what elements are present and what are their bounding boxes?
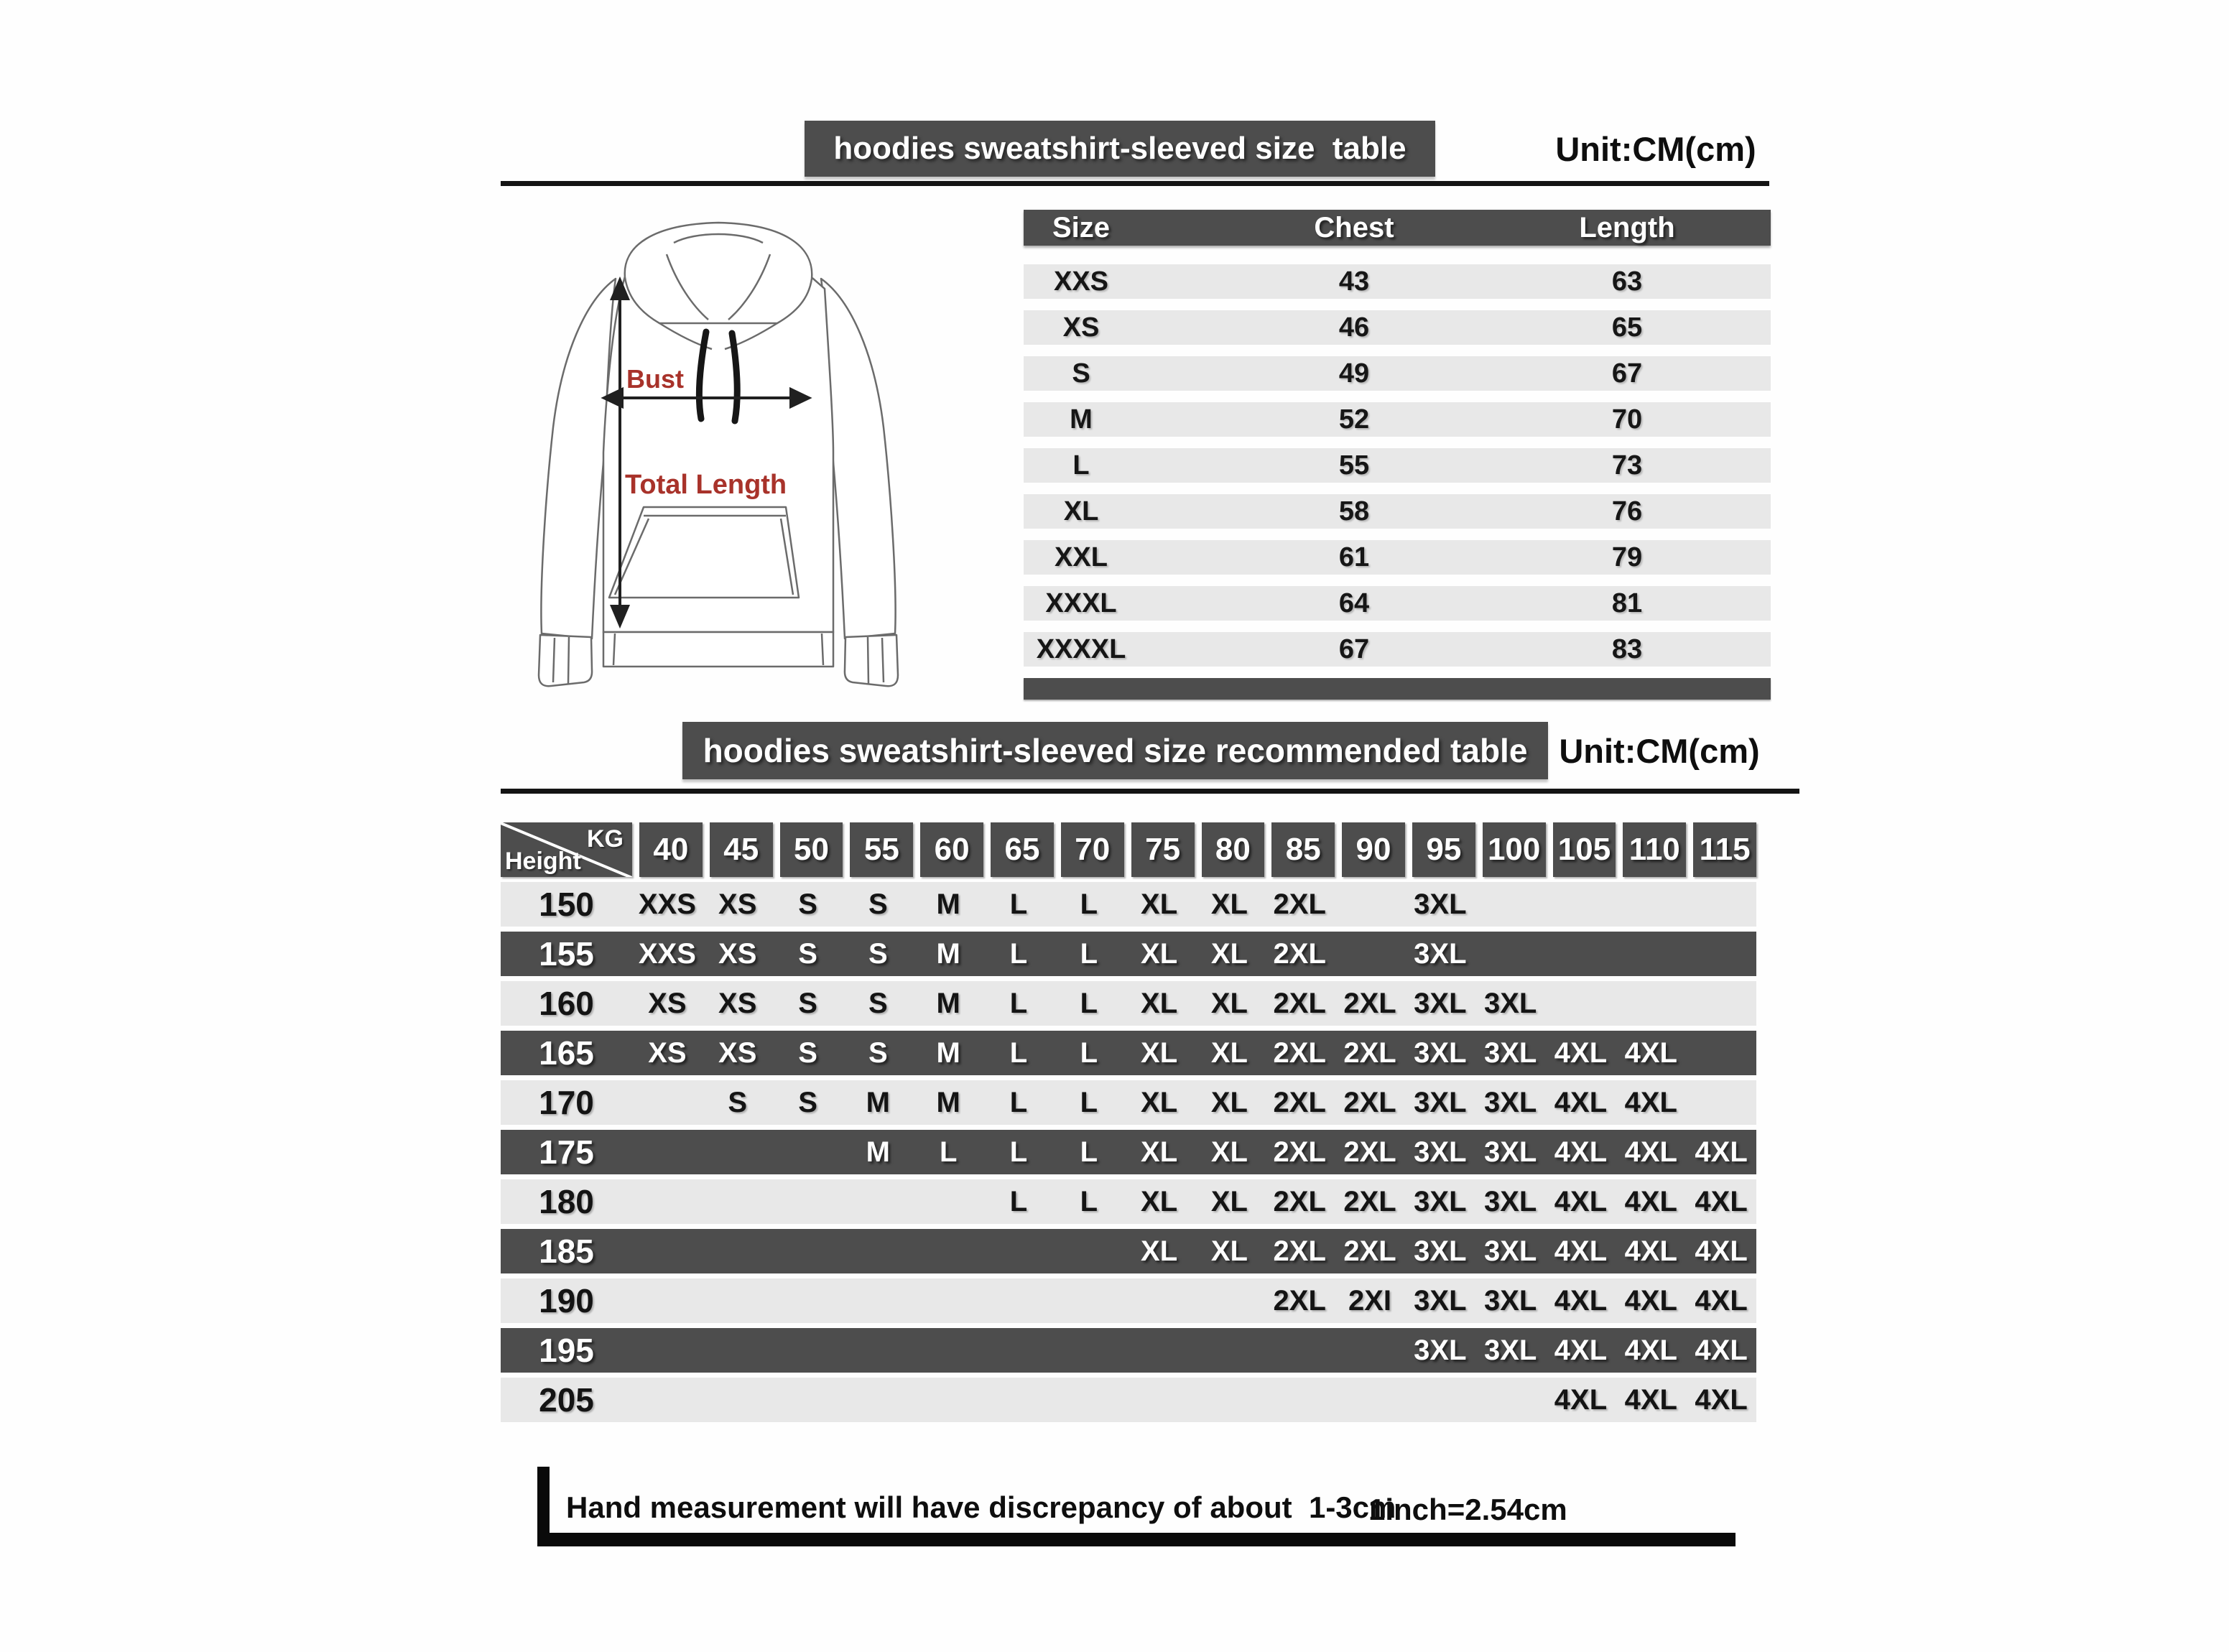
recommend-size-cell: 4XL — [1624, 1235, 1677, 1267]
size-table-cell: 46 — [1338, 312, 1370, 343]
recommend-table-header — [501, 822, 1756, 877]
recommend-table-row — [501, 1031, 1756, 1075]
size-table-cell: XL — [1063, 496, 1099, 526]
recommend-size-cell: XL — [1210, 1136, 1248, 1168]
size-table-cell: S — [1072, 358, 1090, 389]
recommend-table-row — [501, 1080, 1756, 1125]
size-table-row — [1024, 494, 1771, 529]
recommend-size-cell: 4XL — [1624, 1284, 1677, 1317]
size-table-cell: 83 — [1611, 634, 1643, 664]
size-table-cell: 70 — [1611, 404, 1643, 435]
recommend-size-cell: S — [798, 888, 817, 920]
recommend-size-cell: 3XL — [1483, 1185, 1537, 1217]
measurement-note: Hand measurement will have discrepancy of about 1-3cm — [566, 1490, 1396, 1524]
recommend-size-cell: XL — [1141, 937, 1178, 970]
size-table-cell: 73 — [1611, 450, 1643, 481]
recommend-size-cell: XL — [1210, 1235, 1248, 1267]
size-table-row — [1024, 264, 1771, 299]
recommend-size-cell: 3XL — [1414, 987, 1467, 1019]
recommend-size-cell: XS — [648, 987, 687, 1019]
size-table-cell: 52 — [1338, 404, 1370, 435]
weight-header-cell: 45 — [710, 822, 773, 877]
size-table-cell: XS — [1062, 312, 1100, 343]
size-table-cell: M — [1070, 404, 1093, 435]
weight-header-cell: 55 — [850, 822, 913, 877]
recommend-size-cell: XL — [1210, 987, 1248, 1019]
recommend-size-cell: 3XL — [1414, 1036, 1467, 1069]
section1-unit-label: Unit:CM(cm) — [1555, 129, 1756, 168]
hoodie-waistband — [603, 632, 833, 667]
recommend-size-cell: L — [1080, 1086, 1098, 1118]
weight-header-cell: 75 — [1131, 822, 1195, 877]
recommend-size-cell: L — [1080, 888, 1098, 920]
recommend-table-row — [501, 1130, 1756, 1174]
size-table-cell: 65 — [1611, 312, 1643, 343]
recommend-size-cell: 2XL — [1273, 1235, 1326, 1267]
recommend-size-cell: XL — [1210, 888, 1248, 920]
size-table-cell: 79 — [1611, 542, 1643, 572]
recommend-size-cell: 4XL — [1624, 1383, 1677, 1416]
size-table-cell: 43 — [1338, 266, 1370, 297]
size-table-cell: 61 — [1338, 542, 1370, 572]
recommend-size-cell: XL — [1141, 888, 1178, 920]
recommend-size-cell: 4XL — [1554, 1086, 1608, 1118]
hoodie-measurement-diagram — [517, 208, 919, 711]
section2-unit-label: Unit:CM(cm) — [1559, 731, 1760, 770]
recommend-size-cell: 3XL — [1483, 1334, 1537, 1366]
height-row-label: 205 — [539, 1381, 594, 1419]
hoodie-pocket — [609, 507, 799, 598]
recommend-size-cell: 2XL — [1343, 1235, 1396, 1267]
recommend-size-cell: 3XL — [1483, 1136, 1537, 1168]
recommend-table-row — [501, 1229, 1756, 1273]
recommend-size-cell: L — [1009, 1185, 1028, 1217]
height-row-label: 165 — [539, 1034, 594, 1072]
recommend-size-cell: 4XL — [1695, 1334, 1748, 1366]
recommend-size-cell: L — [1080, 1136, 1098, 1168]
recommend-size-cell: L — [1009, 888, 1028, 920]
note-vertical-bar — [537, 1467, 550, 1539]
size-table-header — [1024, 210, 1771, 246]
recommend-size-cell: S — [868, 937, 888, 970]
size-table-row — [1024, 310, 1771, 345]
recommend-size-cell: 2XL — [1273, 987, 1326, 1019]
recommend-size-cell: XS — [718, 987, 757, 1019]
recommend-size-cell: 3XL — [1414, 1284, 1467, 1317]
size-table-cell: 76 — [1611, 496, 1643, 526]
recommend-size-cell: XL — [1210, 1036, 1248, 1069]
recommend-size-cell: XS — [718, 937, 757, 970]
recommend-size-cell: XXS — [638, 937, 696, 970]
recommend-table-row — [501, 1279, 1756, 1323]
recommend-size-cell: 4XL — [1624, 1086, 1677, 1118]
recommend-size-cell: 3XL — [1483, 1086, 1537, 1118]
recommend-size-cell: 2XL — [1343, 1185, 1396, 1217]
inch-conversion-note: 1inch=2.54cm — [1368, 1493, 1567, 1526]
recommend-table-row — [501, 981, 1756, 1026]
hoodie-left-cuff — [539, 635, 592, 686]
recommend-size-cell: L — [1009, 937, 1028, 970]
recommend-size-cell: L — [1080, 987, 1098, 1019]
size-table-row — [1024, 448, 1771, 483]
recommend-size-cell: M — [936, 937, 960, 970]
recommend-size-cell: L — [1009, 1136, 1028, 1168]
size-table-cell: 55 — [1338, 450, 1370, 481]
recommend-size-cell: L — [1009, 1086, 1028, 1118]
recommend-size-cell: 3XL — [1414, 1136, 1467, 1168]
recommend-size-cell: L — [1080, 1036, 1098, 1069]
recommend-size-cell: 4XL — [1554, 1383, 1608, 1416]
recommend-size-cell: S — [868, 1036, 888, 1069]
recommend-size-cell: XL — [1141, 1235, 1178, 1267]
recommend-size-cell: S — [798, 987, 817, 1019]
height-label-corner: Height — [505, 848, 581, 875]
recommend-size-cell: 2XL — [1273, 1036, 1326, 1069]
section2-title-bar: hoodies sweatshirt-sleeved size recommended table — [682, 722, 1548, 779]
recommend-table — [501, 822, 1756, 1427]
recommend-size-cell: 2XL — [1343, 1036, 1396, 1069]
recommend-size-cell: 2XI — [1348, 1284, 1392, 1317]
recommend-size-cell: XL — [1141, 987, 1178, 1019]
recommend-table-body — [501, 882, 1756, 1422]
weight-header-cell: 80 — [1202, 822, 1265, 877]
recommend-size-cell: S — [728, 1086, 748, 1118]
recommend-size-cell: 4XL — [1624, 1036, 1677, 1069]
recommend-size-cell: 3XL — [1483, 987, 1537, 1019]
hoodie-hood — [625, 223, 812, 323]
recommend-size-cell: 3XL — [1414, 888, 1467, 920]
weight-header-cell: 115 — [1693, 822, 1756, 877]
recommend-size-cell: 4XL — [1695, 1383, 1748, 1416]
recommend-size-cell: S — [868, 888, 888, 920]
length-column-header: Length — [1579, 211, 1675, 243]
recommend-size-cell: XL — [1141, 1036, 1178, 1069]
size-column-header: Size — [1052, 211, 1111, 243]
size-table-cell: 81 — [1611, 588, 1643, 618]
recommend-size-cell: M — [936, 888, 960, 920]
recommend-size-cell: XS — [718, 888, 757, 920]
recommend-size-cell: M — [866, 1086, 890, 1118]
recommend-size-cell: XL — [1141, 1185, 1178, 1217]
recommend-size-cell: S — [868, 987, 888, 1019]
recommend-table-row — [501, 1378, 1756, 1422]
size-table-cell: XXXL — [1045, 588, 1117, 618]
recommend-size-cell: S — [798, 1086, 817, 1118]
recommend-size-cell: XL — [1210, 1086, 1248, 1118]
recommend-table-row — [501, 1328, 1756, 1373]
size-table-cell: XXS — [1053, 266, 1109, 297]
height-row-label: 150 — [539, 886, 594, 923]
chest-column-header: Chest — [1314, 211, 1394, 243]
recommend-size-cell: 4XL — [1624, 1136, 1677, 1168]
recommend-size-cell: 3XL — [1414, 1235, 1467, 1267]
recommend-size-cell: 4XL — [1554, 1036, 1608, 1069]
weight-header-cell: 60 — [920, 822, 983, 877]
recommend-size-cell: 4XL — [1554, 1136, 1608, 1168]
recommend-size-cell: 2XL — [1273, 1185, 1326, 1217]
weight-header-cell: 85 — [1271, 822, 1335, 877]
size-table-cell: 58 — [1338, 496, 1370, 526]
kg-label: KG — [587, 825, 624, 853]
recommend-size-cell: 4XL — [1695, 1284, 1748, 1317]
weight-header-cell: 95 — [1412, 822, 1475, 877]
recommend-size-cell: XL — [1210, 937, 1248, 970]
weight-header-cell: 100 — [1483, 822, 1546, 877]
recommend-size-cell: 4XL — [1624, 1334, 1677, 1366]
recommend-size-cell: 3XL — [1414, 1086, 1467, 1118]
size-table-row — [1024, 632, 1771, 667]
recommend-size-cell: 4XL — [1554, 1235, 1608, 1267]
height-row-label: 185 — [539, 1233, 594, 1270]
section1-title-bar: hoodies sweatshirt-sleeved size table — [805, 121, 1435, 177]
recommend-size-cell: 2XL — [1273, 1086, 1326, 1118]
recommend-size-cell: M — [936, 1036, 960, 1069]
recommend-size-cell: 4XL — [1554, 1284, 1608, 1317]
recommend-size-cell: L — [1080, 1185, 1098, 1217]
recommend-size-cell: 2XL — [1273, 1284, 1326, 1317]
weight-header-cell: 105 — [1553, 822, 1616, 877]
recommend-size-cell: L — [1009, 1036, 1028, 1069]
total-length-label: Total Length — [625, 470, 787, 500]
size-table-row — [1024, 356, 1771, 391]
recommend-size-cell: L — [1009, 987, 1028, 1019]
recommend-size-cell: XL — [1210, 1185, 1248, 1217]
size-table-cell: 49 — [1338, 358, 1370, 389]
recommend-size-cell: M — [936, 1086, 960, 1118]
size-table-row — [1024, 586, 1771, 621]
recommend-table-row — [501, 932, 1756, 976]
recommend-size-cell: 2XL — [1273, 888, 1326, 920]
recommend-size-cell: 4XL — [1554, 1334, 1608, 1366]
recommend-size-cell: 2XL — [1343, 1136, 1396, 1168]
recommend-size-cell: 4XL — [1554, 1185, 1608, 1217]
recommend-size-cell: 4XL — [1695, 1235, 1748, 1267]
size-table-cell: 63 — [1611, 266, 1643, 297]
height-row-label: 190 — [539, 1282, 594, 1319]
recommend-size-cell: S — [798, 937, 817, 970]
weight-header-cell: 70 — [1061, 822, 1124, 877]
recommend-size-cell: 2XL — [1273, 937, 1326, 970]
size-table-row — [1024, 402, 1771, 437]
recommend-size-cell: 3XL — [1414, 1334, 1467, 1366]
recommend-size-cell: 3XL — [1483, 1284, 1537, 1317]
recommend-size-cell: 3XL — [1483, 1235, 1537, 1267]
size-table-footer-bar — [1024, 678, 1771, 700]
height-row-label: 170 — [539, 1084, 594, 1121]
size-table-cell: XXXXL — [1036, 634, 1126, 664]
section2-divider — [501, 789, 1799, 794]
section1-divider — [501, 181, 1769, 186]
size-table-cell: XXL — [1055, 542, 1108, 572]
recommend-size-cell: XL — [1141, 1136, 1178, 1168]
recommend-size-cell: 3XL — [1414, 937, 1467, 970]
size-table-cell: 64 — [1338, 588, 1370, 618]
height-row-label: 180 — [539, 1183, 594, 1220]
kg-height-corner-cell — [501, 822, 632, 877]
weight-header-cell: 50 — [780, 822, 843, 877]
recommend-size-cell: 4XL — [1624, 1185, 1677, 1217]
height-row-label: 155 — [539, 935, 594, 973]
recommend-size-cell: 2XL — [1273, 1136, 1326, 1168]
weight-header-cell: 110 — [1623, 822, 1686, 877]
bust-label: Bust — [626, 364, 684, 394]
recommend-size-cell: 2XL — [1343, 1086, 1396, 1118]
size-table-body — [1024, 264, 1771, 667]
weight-header-cell: 40 — [639, 822, 703, 877]
recommend-size-cell: L — [1080, 937, 1098, 970]
size-table — [1024, 210, 1771, 700]
weight-header-cell: 90 — [1342, 822, 1405, 877]
recommend-size-cell: XL — [1141, 1086, 1178, 1118]
size-table-cell: 67 — [1338, 634, 1370, 664]
recommend-size-cell: M — [936, 987, 960, 1019]
recommend-size-cell: 4XL — [1695, 1136, 1748, 1168]
recommend-size-cell: 3XL — [1414, 1185, 1467, 1217]
recommend-size-cell: 4XL — [1695, 1185, 1748, 1217]
recommend-size-cell: 2XL — [1343, 987, 1396, 1019]
recommend-size-cell: XXS — [638, 888, 696, 920]
recommend-size-cell: XS — [648, 1036, 687, 1069]
recommend-size-cell: XS — [718, 1036, 757, 1069]
recommend-table-row — [501, 1179, 1756, 1224]
weight-header-cell: 65 — [991, 822, 1054, 877]
height-row-label: 195 — [539, 1332, 594, 1369]
size-table-cell: 67 — [1611, 358, 1643, 389]
height-row-label: 160 — [539, 985, 594, 1022]
size-table-cell: L — [1072, 450, 1090, 481]
recommend-size-cell: L — [939, 1136, 958, 1168]
recommend-table-row — [501, 882, 1756, 927]
note-horizontal-bar — [537, 1533, 1736, 1546]
recommend-size-cell: S — [798, 1036, 817, 1069]
height-row-label: 175 — [539, 1133, 594, 1171]
size-table-row — [1024, 540, 1771, 575]
recommend-size-cell: M — [866, 1136, 890, 1168]
recommend-size-cell: 3XL — [1483, 1036, 1537, 1069]
hoodie-right-cuff — [845, 635, 898, 686]
